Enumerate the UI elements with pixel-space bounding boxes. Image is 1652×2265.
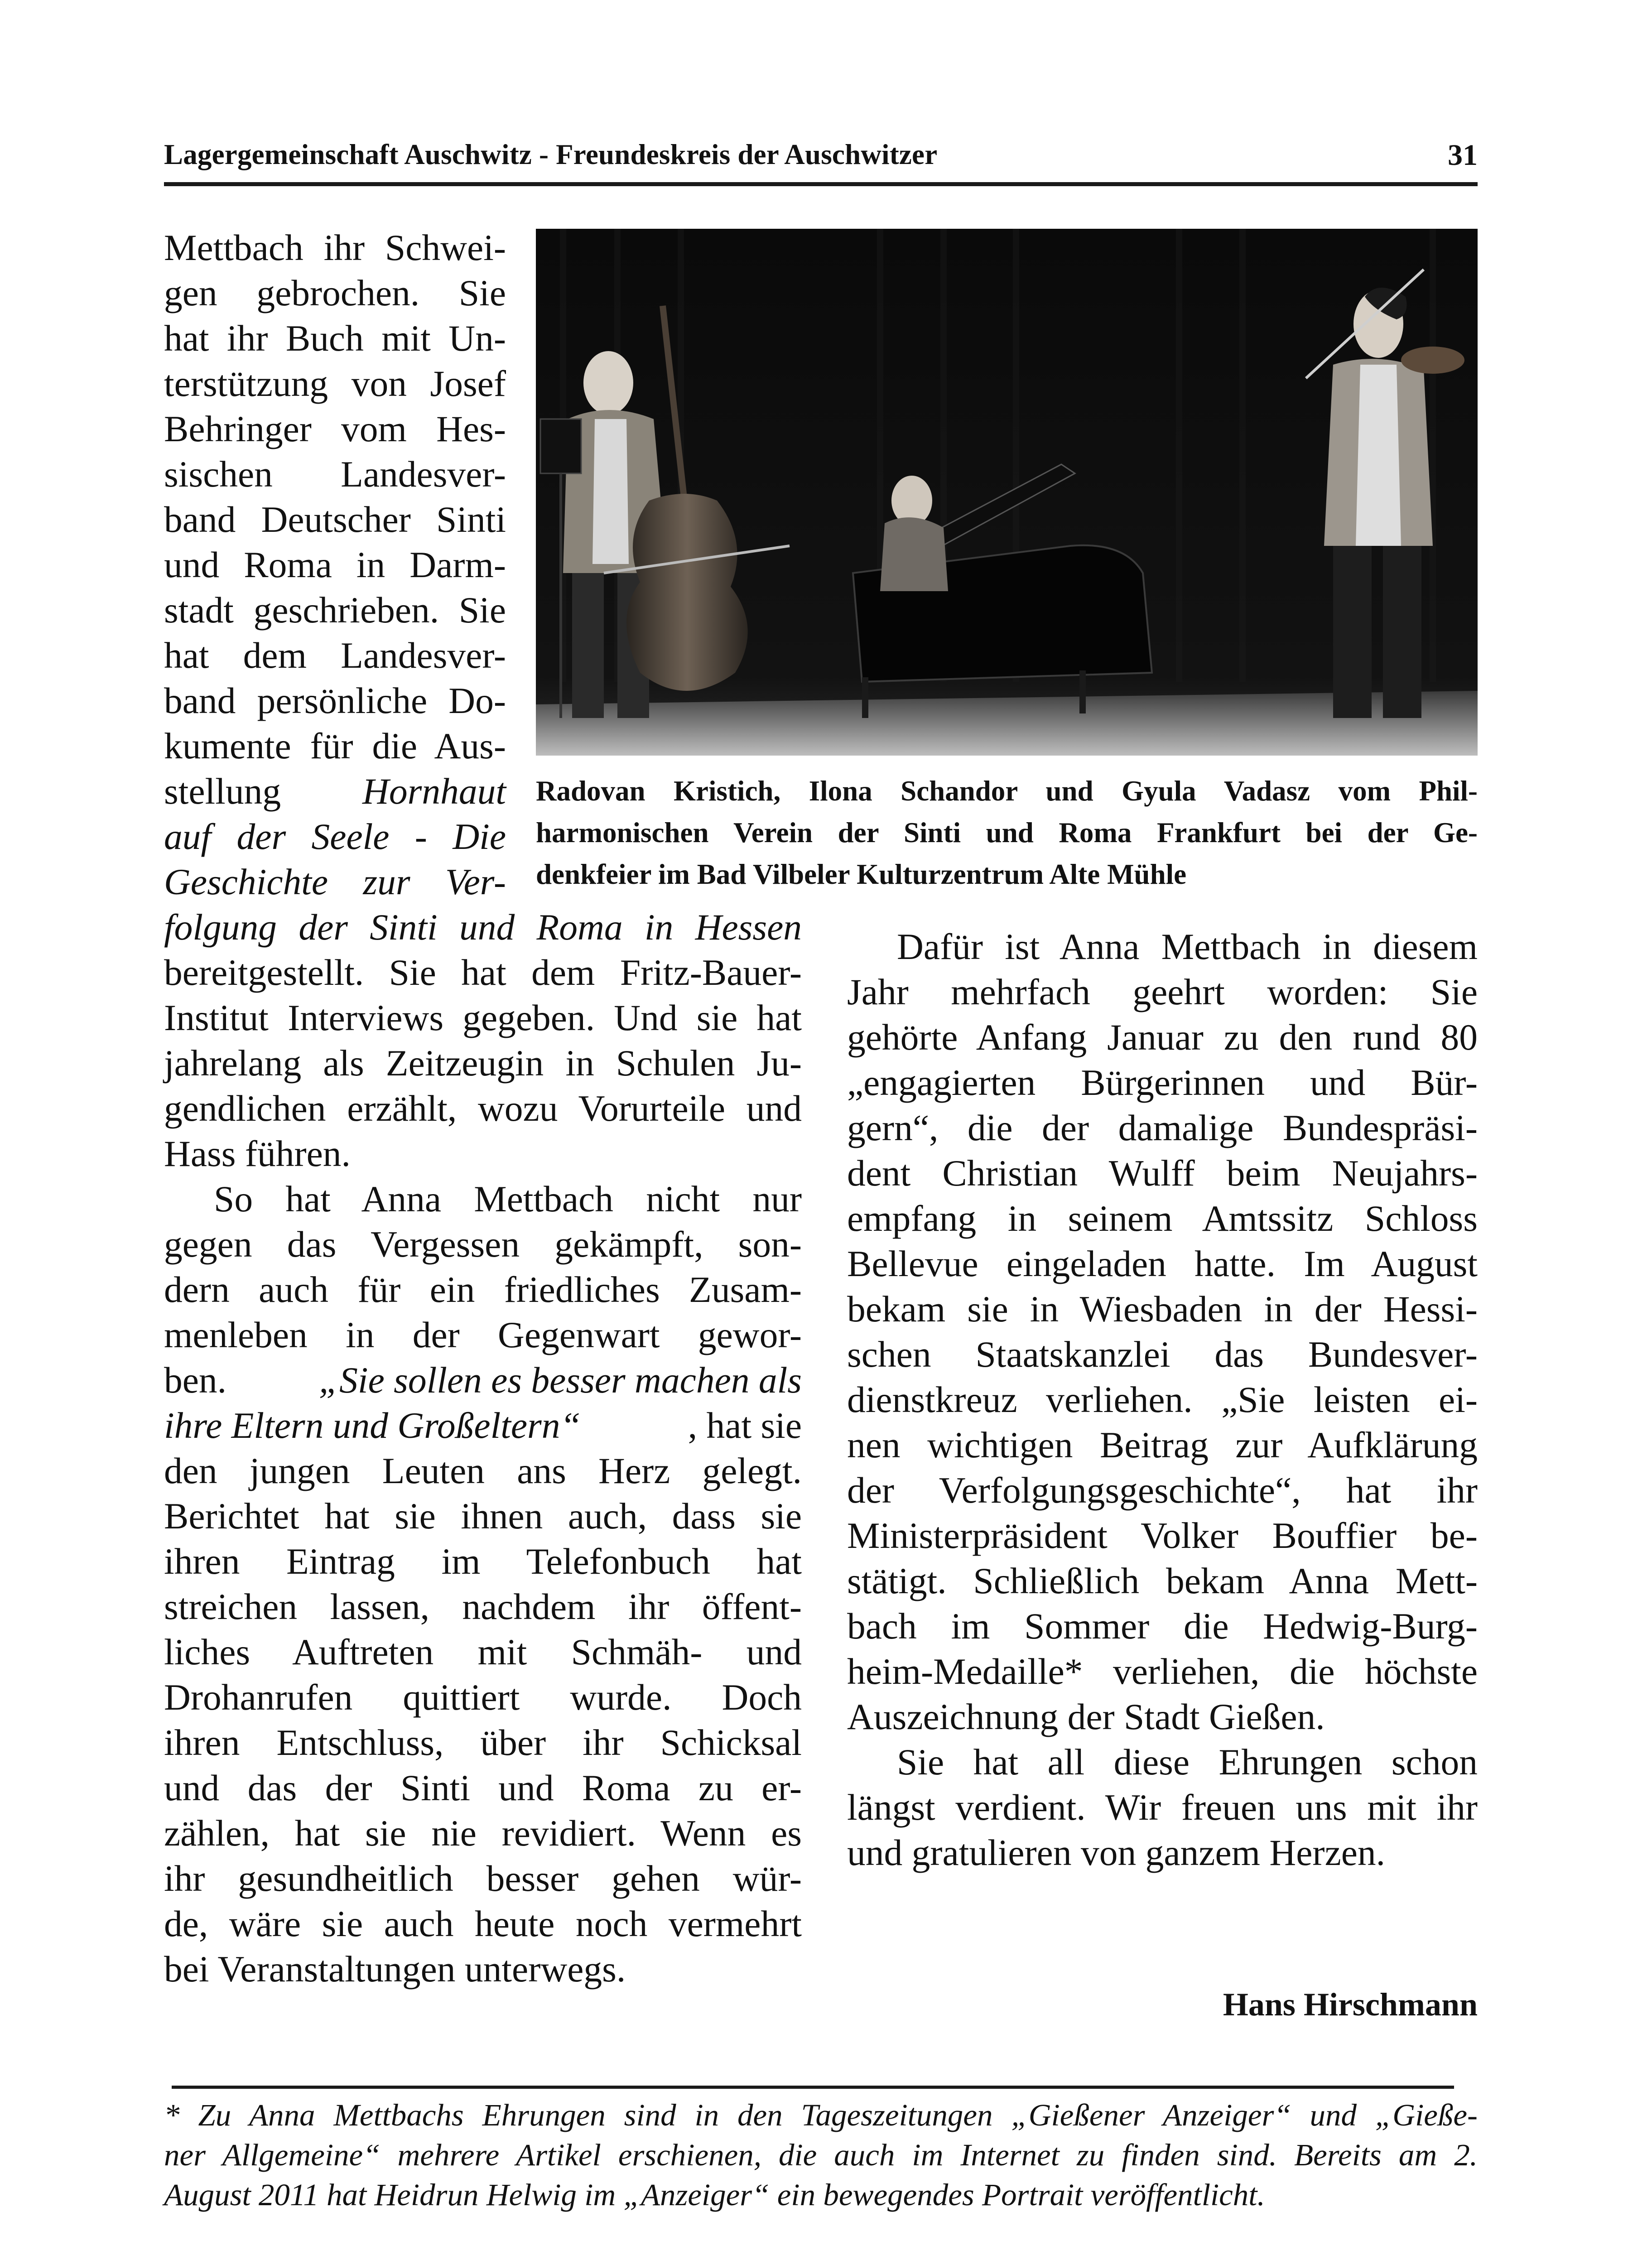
concert-photo bbox=[536, 229, 1478, 756]
exhibition-title-part: Hornhaut bbox=[362, 771, 506, 812]
body-line: bei Veranstaltungen unterwegs. bbox=[164, 1948, 626, 1990]
body-line: und gratulieren von ganzem Herzen. bbox=[847, 1832, 1386, 1873]
body-line: kumente für die Aus- bbox=[164, 725, 506, 766]
body-line: gegen das Vergessen gekämpft, son- bbox=[164, 1224, 802, 1265]
body-line bbox=[164, 1358, 802, 1403]
body-line: hat dem Landesver- bbox=[164, 635, 506, 676]
body-line: Berichtet hat sie ihnen auch, dass sie bbox=[164, 1495, 802, 1537]
caption-line: harmonischen Verein der Sinti und Roma Frankfurt bei der Ge- bbox=[536, 817, 1478, 848]
photo-caption bbox=[536, 770, 1478, 895]
body-line: hat ihr Buch mit Un- bbox=[164, 318, 506, 359]
body-line: gen gebrochen. Sie bbox=[164, 272, 506, 313]
body-line: gehörte Anfang Januar zu den rund 80 bbox=[847, 1017, 1478, 1058]
body-line: ihr gesundheitlich besser gehen wür- bbox=[164, 1858, 802, 1899]
quote-text: ihre Eltern und Großeltern“ bbox=[164, 1405, 581, 1446]
body-line: und Roma in Darm- bbox=[164, 544, 506, 585]
body-line: terstützung von Josef bbox=[164, 363, 506, 404]
body-line: bach im Sommer die Hedwig-Burg- bbox=[847, 1605, 1478, 1647]
body-line: Sie hat all diese Ehrungen schon bbox=[897, 1741, 1478, 1783]
body-text: ben. bbox=[164, 1359, 227, 1401]
body-line: Drohanrufen quittiert wurde. Doch bbox=[164, 1677, 802, 1718]
body-text: stellung bbox=[164, 771, 281, 812]
footnote-line: August 2011 hat Heidrun Helwig im „Anzeiger“ ein bewegendes Portrait veröffentlicht. bbox=[164, 2178, 1265, 2212]
body-line: sischen Landesver- bbox=[164, 453, 506, 495]
author-name: Hans Hirschmann bbox=[1223, 1986, 1478, 2023]
footnote-line: * Zu Anna Mettbachs Ehrungen sind in den Tageszeitungen „Gießener Anzeiger“ und „Gieße- bbox=[164, 2098, 1478, 2132]
body-line: Ministerpräsident Volker Bouffier be- bbox=[847, 1515, 1478, 1556]
body-line: Jahr mehrfach geehrt worden: Sie bbox=[847, 971, 1478, 1012]
footnote-rule bbox=[172, 2086, 1454, 2089]
body-line: stätigt. Schließlich bekam Anna Mett- bbox=[847, 1560, 1478, 1601]
body-line: dent Christian Wulff beim Neujahrs- bbox=[847, 1152, 1478, 1194]
exhibition-title-part: Geschichte zur Ver- bbox=[164, 861, 506, 902]
header-rule bbox=[164, 182, 1478, 186]
body-line: nen wichtigen Beitrag zur Aufklärung bbox=[847, 1424, 1478, 1465]
body-line bbox=[164, 1403, 802, 1448]
body-line: band Deutscher Sinti bbox=[164, 499, 506, 540]
body-line: heim-Medaille* verliehen, die höchste bbox=[847, 1651, 1478, 1692]
body-line: ihren Entschluss, über ihr Schicksal bbox=[164, 1722, 802, 1763]
body-line: den jungen Leuten ans Herz gelegt. bbox=[164, 1450, 802, 1491]
body-text: , hat sie bbox=[688, 1405, 802, 1446]
body-line: So hat Anna Mettbach nicht nur bbox=[214, 1178, 802, 1219]
body-line: de, wäre sie auch heute noch vermehrt bbox=[164, 1903, 802, 1944]
footnote-line: ner Allgemeine“ mehrere Artikel erschienen, die auch im Internet zu finden sind. Bereits am 2. bbox=[164, 2138, 1478, 2172]
body-line: liches Auftreten mit Schmäh- und bbox=[164, 1631, 802, 1672]
body-line: dern auch für ein friedliches Zusam- bbox=[164, 1269, 802, 1310]
body-line: und das der Sinti und Roma zu er- bbox=[164, 1767, 802, 1808]
body-line: gendlichen erzählt, wozu Vorurteile und bbox=[164, 1088, 802, 1129]
body-line: längst verdient. Wir freuen uns mit ihr bbox=[847, 1787, 1478, 1828]
body-line: stadt geschrieben. Sie bbox=[164, 589, 506, 631]
body-line: Dafür ist Anna Mettbach in diesem bbox=[897, 926, 1478, 967]
body-line: Institut Interviews gegeben. Und sie hat bbox=[164, 997, 802, 1038]
body-line: jahrelang als Zeitzeugin in Schulen Ju- bbox=[164, 1042, 802, 1084]
body-line: zählen, hat sie nie revidiert. Wenn es bbox=[164, 1812, 802, 1854]
body-line: bereitgestellt. Sie hat dem Fritz-Bauer- bbox=[164, 952, 802, 993]
body-line: der Verfolgungsgeschichte“, hat ihr bbox=[847, 1470, 1478, 1511]
body-line: schen Staatskanzlei das Bundesver- bbox=[847, 1334, 1478, 1375]
exhibition-title-part: auf der Seele - Die bbox=[164, 816, 506, 857]
body-line: Hass führen. bbox=[164, 1133, 351, 1174]
body-line: gern“, die der damalige Bundespräsi- bbox=[847, 1107, 1478, 1148]
body-line: bekam sie in Wiesbaden in der Hessi- bbox=[847, 1288, 1478, 1330]
body-line: Auszeichnung der Stadt Gießen. bbox=[847, 1696, 1325, 1737]
publication-title: Lagergemeinschaft Auschwitz - Freundeskreis der Auschwitzer bbox=[164, 139, 938, 170]
body-line: empfang in seinem Amtssitz Schloss bbox=[847, 1198, 1478, 1239]
body-line: ihren Eintrag im Telefonbuch hat bbox=[164, 1541, 802, 1582]
body-line: dienstkreuz verliehen. „Sie leisten ei- bbox=[847, 1379, 1478, 1420]
body-line: Behringer vom Hes- bbox=[164, 408, 506, 449]
page-number: 31 bbox=[1448, 139, 1478, 172]
quote-text: „Sie sollen es besser machen als bbox=[318, 1359, 802, 1401]
body-line: band persönliche Do- bbox=[164, 680, 506, 721]
caption-line: Radovan Kristich, Ilona Schandor und Gyula Vadasz vom Phil- bbox=[536, 775, 1478, 807]
body-line: menleben in der Gegenwart gewor- bbox=[164, 1314, 802, 1355]
body-line: „engagierten Bürgerinnen und Bür- bbox=[847, 1062, 1478, 1103]
exhibition-title-part: folgung der Sinti und Roma in Hessen bbox=[164, 906, 802, 948]
body-line: Mettbach ihr Schwei- bbox=[164, 227, 506, 268]
body-line: Bellevue eingeladen hatte. Im August bbox=[847, 1243, 1478, 1284]
body-line: streichen lassen, nachdem ihr öffent- bbox=[164, 1586, 802, 1627]
running-head bbox=[164, 134, 1478, 183]
caption-line: denkfeier im Bad Vilbeler Kulturzentrum Alte Mühle bbox=[536, 858, 1187, 890]
body-line bbox=[164, 769, 506, 814]
